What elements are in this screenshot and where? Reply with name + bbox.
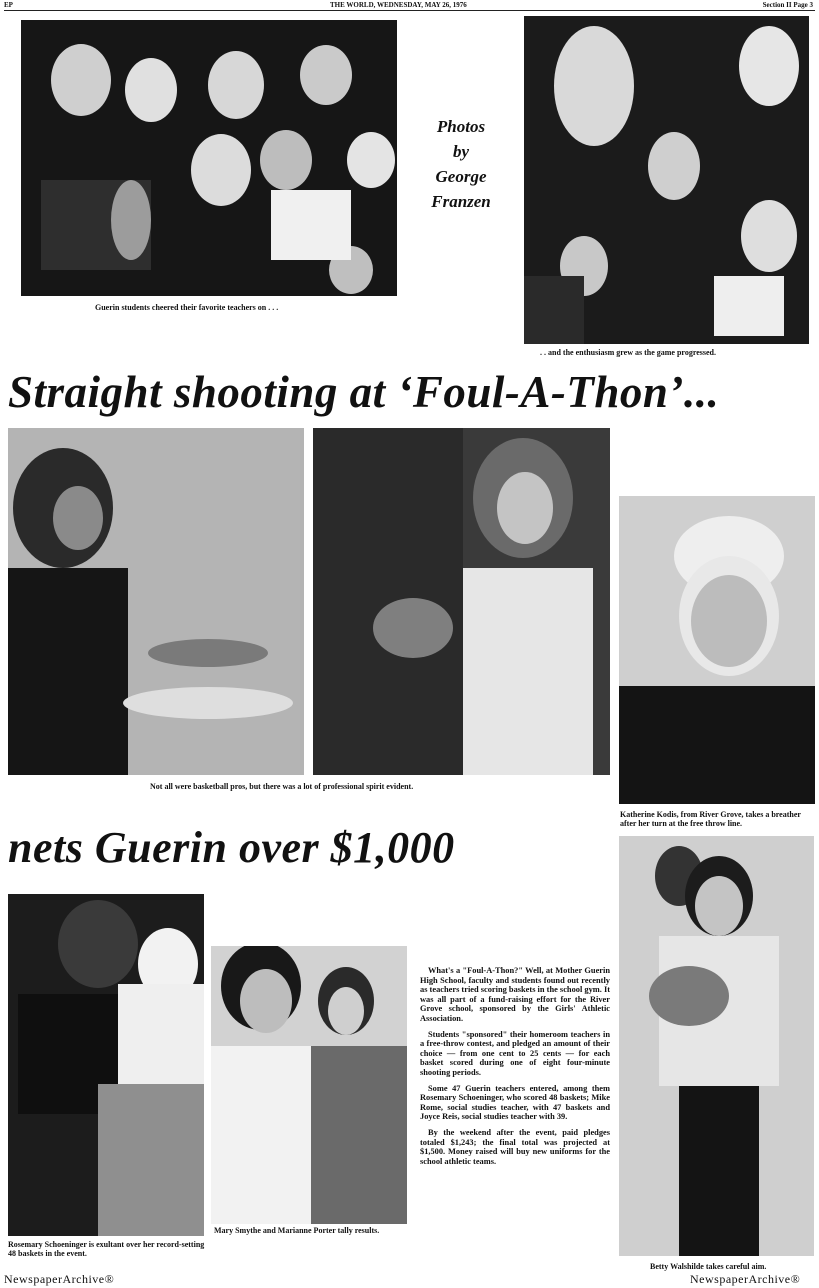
article-paragraph: What's a "Foul-A-Thon?" Well, at Mother Guerin High School, faculty and students found out recently as teachers tried scoring baskets in the school gym. It was all part of a fund-raising effort for the River Grove school, sponsored by the Girls' Athletic Association.	[420, 966, 610, 1023]
photo-credit	[418, 114, 504, 214]
photo-enthusiasm	[524, 16, 809, 344]
header-right: Section II Page 3	[762, 1, 813, 9]
header-left: EP	[4, 1, 13, 9]
photo-cheering-students	[21, 20, 397, 296]
header-rule	[4, 10, 815, 11]
photo-katherine-kodis	[619, 496, 815, 804]
photo-tally-results	[211, 946, 407, 1224]
headline-bottom: nets Guerin over $1,000	[8, 823, 455, 872]
photo-rosemary-schoeninger	[8, 894, 204, 1236]
photo-credit-line: Franzen	[431, 192, 491, 211]
photo-betty-walshilde	[619, 836, 814, 1256]
photo-credit-line: Photos	[436, 117, 486, 136]
article-body	[420, 966, 610, 1172]
page-header	[0, 0, 819, 10]
photo-credit-line: George	[435, 167, 487, 186]
article-paragraph: Some 47 Guerin teachers entered, among them Rosemary Schoeninger, who scored 48 baskets; Mike Rome, social studies teacher, with 47 baskets and Joyce Reis, social studies teacher with 39.	[420, 1083, 610, 1122]
caption-schoeninger: Rosemary Schoeninger is exultant over her record-setting 48 baskets in the event.	[8, 1240, 205, 1258]
caption-enthusiasm: . . and the enthusiasm grew as the game progressed.	[540, 348, 717, 357]
headline-top: Straight shooting at ‘Foul-A-Thon’...	[8, 367, 720, 417]
caption-walshilde: Betty Walshilde takes careful aim.	[650, 1262, 767, 1271]
article-paragraph: Students "sponsored" their homeroom teachers in a free-throw contest, and pledged an amount of their choice — from one cent to 25 cents — for each basket scored during one of eight four-minute shooting periods.	[420, 1029, 610, 1077]
article-paragraph: By the weekend after the event, paid pledges totaled $1,243; the final total was projected at $1,500. Money raised will buy new uniforms for the school athletic teams.	[420, 1127, 610, 1166]
footer-watermark-right: NewspaperArchive®	[690, 1272, 801, 1286]
caption-tally: Mary Smythe and Marianne Porter tally results.	[214, 1226, 380, 1235]
caption-kodis: Katherine Kodis, from River Grove, takes a breather after her turn at the free throw line.	[620, 810, 801, 828]
footer-watermark-left: NewspaperArchive®	[4, 1272, 115, 1286]
photo-teacher-glasses	[313, 428, 610, 775]
photo-teacher-throwing	[8, 428, 304, 775]
caption-pros: Not all were basketball pros, but there was a lot of professional spirit evident.	[150, 782, 414, 791]
header-center: THE WORLD, WEDNESDAY, MAY 26, 1976	[330, 1, 467, 9]
photo-credit-line: by	[452, 142, 470, 161]
caption-cheer: Guerin students cheered their favorite teachers on . . .	[95, 303, 279, 312]
